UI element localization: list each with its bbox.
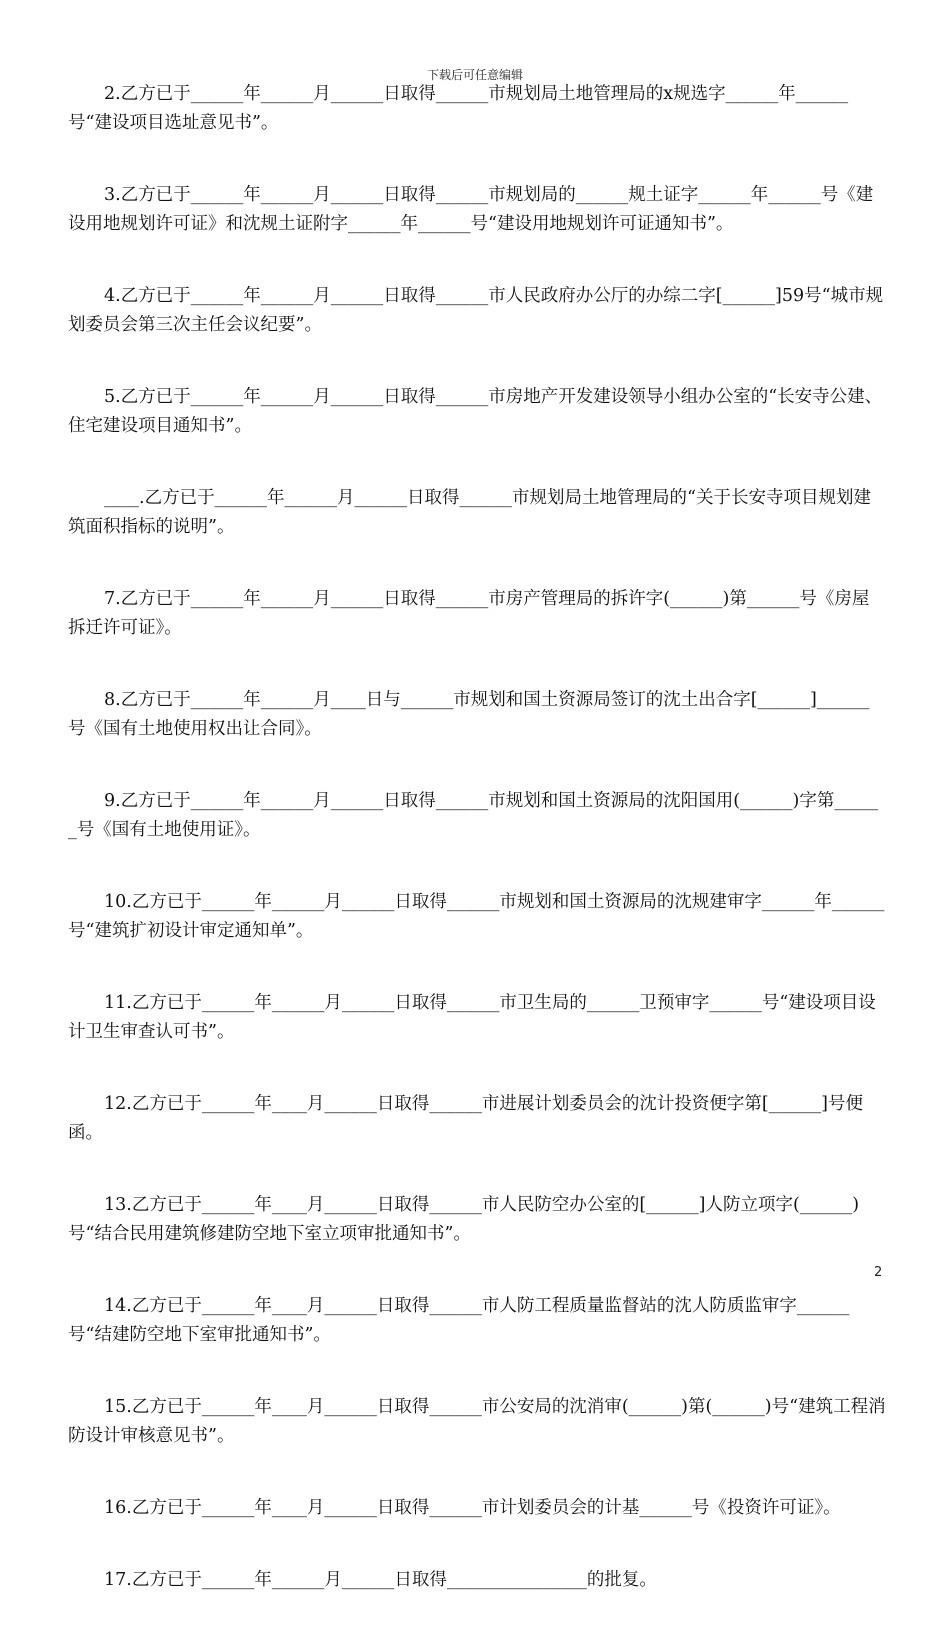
clause-3: 3.乙方已于______年______月______日取得______市规划局的______规土证字______年______号《建设用地规划许可证》和沈规土证附字______年______号“建设用地规划许可证通知书”。 bbox=[68, 185, 874, 234]
clause-16: 16.乙方已于______年____月______日取得______市计划委员会的计基______号《投资许可证》。 bbox=[104, 1498, 841, 1518]
clause-17: 17.乙方已于______年______月______日取得________________的批复。 bbox=[104, 1570, 657, 1590]
clause-13: 13.乙方已于______年____月______日取得______市人民防空办公室的[______]人防立项字(______)号“结合民用建筑修建防空地下室立项审批通知书”。 bbox=[68, 1195, 860, 1244]
clause-15: 15.乙方已于______年____月______日取得______市公安局的沈消审(______)第(______)号“建筑工程消防设计审核意见书”。 bbox=[68, 1397, 886, 1446]
clause-9: 9.乙方已于______年______月______日取得______市规划和国土资源局的沈阳国用(______)字第______号《国有土地使用证》。 bbox=[68, 791, 879, 840]
clause-14: 14.乙方已于______年____月______日取得______市人防工程质量监督站的沈人防质监审字______号“结建防空地下室审批通知书”。 bbox=[68, 1296, 850, 1345]
clause-7: 7.乙方已于______年______月______日取得______市房产管理局的拆许字(______)第______号《房屋拆迁许可证》。 bbox=[68, 589, 870, 638]
clause-6: ____.乙方已于______年______月______日取得______市规划局土地管理局的“关于长安寺项目规划建筑面积指标的说明”。 bbox=[68, 488, 872, 537]
clause-8: 8.乙方已于______年______月____日与______市规划和国土资源局签订的沈土出合字[______]______号《国有土地使用权出让合同》。 bbox=[68, 690, 870, 739]
document-body bbox=[68, 80, 886, 1638]
clause-2: 2.乙方已于______年______月______日取得______市规划局土地管理局的x规选字______年______号“建设项目选址意见书”。 bbox=[68, 84, 849, 133]
clause-10: 10.乙方已于______年______月______日取得______市规划和国土资源局的沈规建审字______年______号“建筑扩初设计审定通知单”。 bbox=[68, 892, 885, 941]
clause-5: 5.乙方已于______年______月______日取得______市房地产开发建设领导小组办公室的“长安寺公建、住宅建设项目通知书”。 bbox=[68, 387, 883, 436]
clause-12: 12.乙方已于______年____月______日取得______市进展计划委员会的沈计投资便字第[______]号便函。 bbox=[68, 1094, 863, 1143]
clause-11: 11.乙方已于______年______月______日取得______市卫生局的______卫预审字______号“建设项目设计卫生审查认可书”。 bbox=[68, 993, 876, 1042]
header-note: 下载后可任意编辑 bbox=[426, 68, 523, 82]
page-number: 2 bbox=[874, 1265, 883, 1280]
clause-4: 4.乙方已于______年______月______日取得______市人民政府办公厅的办综二字[______]59号“城市规划委员会第三次主任会议纪要”。 bbox=[68, 286, 884, 335]
